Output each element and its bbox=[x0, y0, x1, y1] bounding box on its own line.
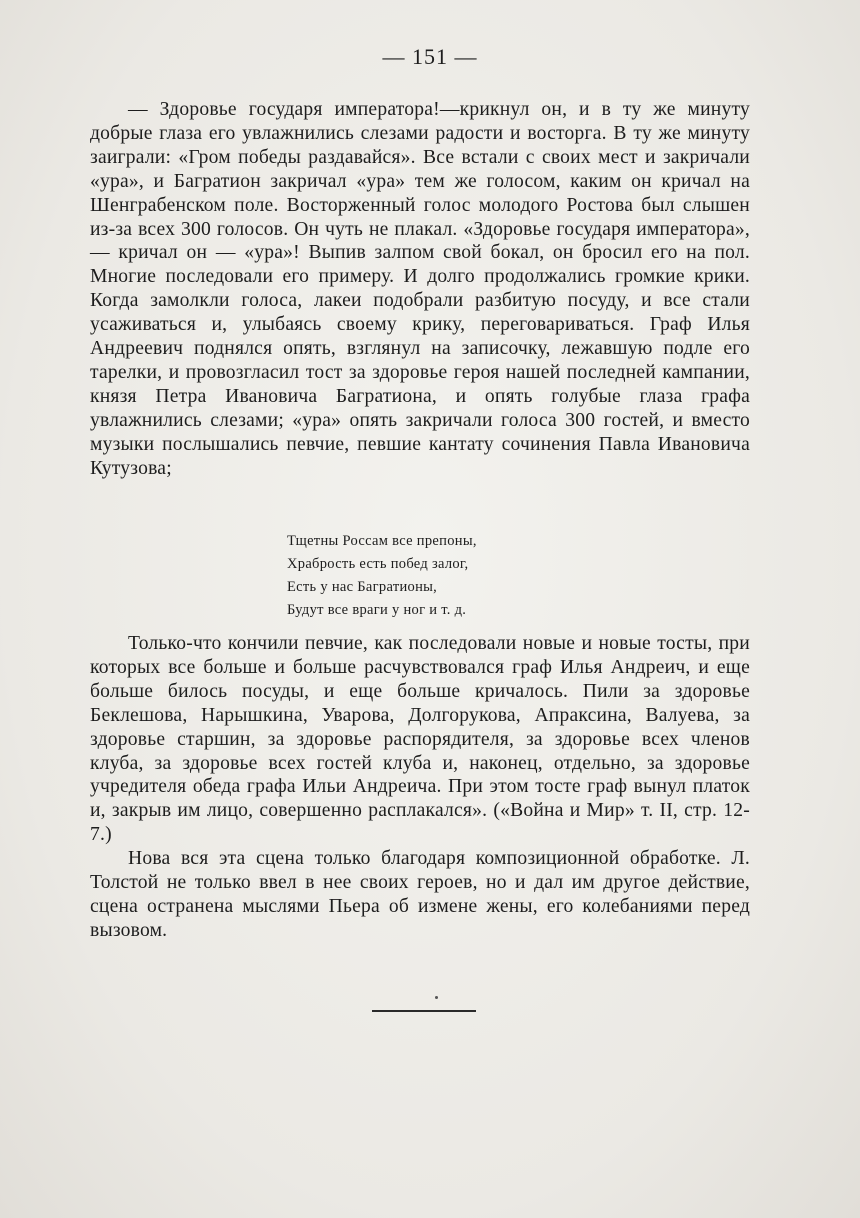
lower-text-block bbox=[90, 632, 750, 943]
page-number: — 151 — bbox=[382, 44, 478, 69]
paragraph-commentary: Нова вся эта сцена только благодаря композиционной обработке. Л. Толстой не только ввел в нее своих героев, но и дал им другое действие, сцена остранена мыслями Пьера об измене жены, его колебаниями перед вызовом. bbox=[90, 848, 750, 941]
main-text-block bbox=[90, 98, 750, 481]
verse-line: Тщетны Россам все препоны, bbox=[287, 533, 477, 549]
cantata-verse bbox=[287, 530, 477, 622]
paragraph-toast: — Здоровье государя императора!—крикнул он, и в ту же минуту добрые глаза его увлажнились слезами радости и восторга. В ту же минуту заиграли: «Гром победы раздавайся». Все встали с своих мест и закричали «ура», и Багратион закричал «ура» тем же голосом, каким он кричал на Шенграбенском поле. Восторженный голос молодого Ростова был слышен из-за всех 300 голосов. Он чуть не плакал. «Здоровье государя императора»,— кричал он — «ура»! Выпив залпом свой бокал, он бросил его на пол. Многие последовали его примеру. И долго продолжались громкие крики. Когда замолкли голоса, лакеи подобрали разбитую посуду, и все стали усаживаться и, улыбаясь своему крику, переговариваться. Граф Илья Андреевич поднялся опять, взглянул на записочку, лежавшую подле его тарелки, и провозгласил тост за здоровье героя нашей последней кампании, князя Петра Ивановича Багратиона, и опять голубые глаза графа увлажнились слезами; «ура» опять закричали голоса 300 гостей, и вместо музыки послышались певчие, певшие кантату сочинения Павла Ивановича Кутузова; bbox=[90, 99, 750, 479]
section-end-rule bbox=[372, 1010, 476, 1012]
verse-line: Будут все враги у ног и т. д. bbox=[287, 602, 467, 618]
verse-line: Храбрость есть побед залог, bbox=[287, 556, 469, 572]
paragraph-toasts-continued: Только-что кончили певчие, как последовали новые и новые тосты, при которых все больше и больше расчувствовался граф Илья Андреич, и еще больше билось посуды, и еще больше кричалось. Пили за здоровье Беклешова, Нарышкина, Уварова, Долгорукова, Апраксина, Валуева, за здоровье старшин, за здоровье распорядителя, за здоровье всех членов клуба, за здоровье всех гостей клуба и, наконец, отдельно, за здоровье учредителя обеда графа Ильи Андреича. При этом тосте граф вынул платок и, закрыв им лицо, совершенно расплакался». («Война и Мир» т. II, стр. 12-7.) bbox=[90, 633, 750, 846]
ink-dot bbox=[435, 996, 438, 999]
verse-line: Есть у нас Багратионы, bbox=[287, 579, 438, 595]
